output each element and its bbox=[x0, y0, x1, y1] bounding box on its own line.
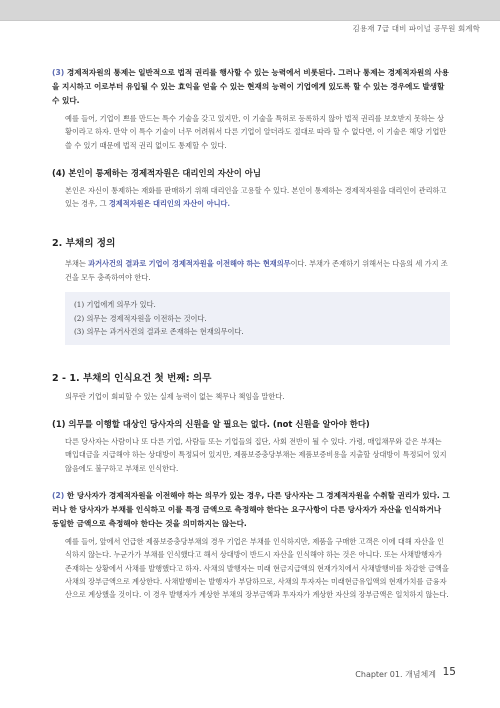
section-4-body bbox=[52, 184, 450, 211]
intro-prefix: 부채는 bbox=[65, 259, 89, 269]
condition-item: (3) 의무는 과거사건의 결과로 존재하는 현재의무이다. bbox=[74, 327, 244, 337]
obligation-intro: 의무란 기업이 회피할 수 있는 실제 능력이 없는 책무나 책임을 말한다. bbox=[65, 391, 285, 401]
point-1-title: (1) 의무를 이행할 대상인 당사자의 신원을 알 필요는 없다. (not 신원을 알아야 한다) bbox=[52, 419, 370, 430]
chapter-footer: Chapter 01. 개념체계 bbox=[355, 670, 436, 679]
condition-item: (2) 의무는 경제적자원을 이전하는 것이다. bbox=[74, 313, 207, 323]
point-2-body: 예를 들어, 앞에서 언급한 제품보증충당부채의 경우 기업은 부채를 인식하지만, 제품을 구매한 고객은 이에 대해 자산을 인식하지 않는다. 누군가가 부채를 인식했다고 해서 상대방이 반드시 자산을 인식해야 하는 것은 아니다. 또는 사채발행자가 존재하는 상황에서 사채를 발행했다고 하자. 사채의 발행자는 미래 현금지급액의 현재가치에서 사채발행비를 차감한 금액을 사채의 장부금액으로 계상한다. 사채발행비는 발행자가 부담하므로, 사채의 투자자는 미래현금유입액의 현재가치를 금융자산으로 계상했을 것이다. 이 경우 발행자가 계상한 부채의 장부금액과 투자자가 계상한 자산의 장부금액은 일치하지 않는다. bbox=[65, 537, 449, 600]
point-2-number: (2) bbox=[52, 491, 65, 501]
liability-definition-intro bbox=[52, 257, 450, 284]
section-3-number: (3) bbox=[52, 68, 65, 77]
liability-definition-heading: 2. 부채의 정의 bbox=[52, 238, 116, 250]
section-4-title: (4) 본인이 통제하는 경제적자원은 대리인의 자산이 아님 bbox=[52, 167, 261, 178]
page-number: 15 bbox=[442, 666, 456, 678]
header-bar bbox=[0, 0, 500, 20]
section-3-bold-text: 경제적자원의 통제는 일반적으로 법적 권리를 행사할 수 있는 능력에서 비롯된다. 그러나 통제는 경제적자원의 사용을 지시하고 이로부터 유입될 수 있는 효익을 얻을 수 있는 현재의 능력이 기업에게 있도록 할 수 있는 경우에도 발생할 수 있다. bbox=[52, 68, 449, 105]
intro-suffix: 이다. 부채가 존재하기 위해서는 다음의 세 가지 조건을 모두 충족하여야 한다. bbox=[65, 259, 448, 282]
section-3-statement bbox=[52, 66, 450, 108]
conditions-box bbox=[65, 292, 450, 345]
condition-item: (1) 기업에게 의무가 있다. bbox=[74, 300, 156, 310]
point-2-statement bbox=[52, 489, 450, 531]
page-content bbox=[52, 66, 450, 602]
section-4-emphasis: 경제적자원은 대리인의 자산이 아니다. bbox=[108, 199, 230, 209]
running-header: 김용재 7급 대비 파이널 공무원 회계학 bbox=[352, 24, 480, 33]
section-3-body: 예를 들어, 기업이 쁘를 만드는 특수 기술을 갖고 있지만, 이 기술을 특허로 등록하지 않아 법적 권리를 보호받지 못하는 상황이라고 하자. 만약 이 특수 기술이 너무 어려워서 다른 기업이 알더라도 절대로 따라 할 수 없다면, 이 기술은 해당 기업만 쓸 수 있기 때문에 법적 권리 없이도 통제할 수 있다. bbox=[65, 114, 447, 150]
point-2-bold-text: 한 당사자가 경제적자원을 이전해야 하는 의무가 있는 경우, 다른 당사자는 그 경제적자원을 수취할 권리가 있다. 그러나 한 당사자가 부채를 인식하고 이를 특정 금액으로 측정해야 한다는 요구사항이 다른 당사자가 자산을 인식하거나 동일한 금액으로 측정해야 한다는 것을 의미하지는 않는다. bbox=[52, 491, 450, 529]
point-1-body: 다른 당사자는 사람이나 또 다른 기업, 사람들 또는 기업들의 집단, 사회 전반이 될 수 있다. 가령, 매입채무와 같은 부채는 매입대금을 지급해야 하는 상대방이 특정되어 있지만, 제품보증충당부채는 제품보증비용을 지출할 상대방이 특정되어 있지 않음에도 불구하고 부채로 인식한다. bbox=[65, 437, 447, 473]
section-4-body-text: 본인은 자신이 통제하는 재화를 판매하기 위해 대리인을 고용할 수 있다. 본인이 통제하는 경제적자원을 대리인이 관리하고 있는 경우, 그 bbox=[65, 185, 447, 209]
intro-emphasis: 과거사건의 결과로 기업이 경제적자원을 이전해야 하는 현재의무 bbox=[88, 259, 291, 269]
obligation-heading: 2 - 1. 부채의 인식요건 첫 번째: 의무 bbox=[52, 372, 212, 384]
header-divider bbox=[0, 20, 500, 21]
